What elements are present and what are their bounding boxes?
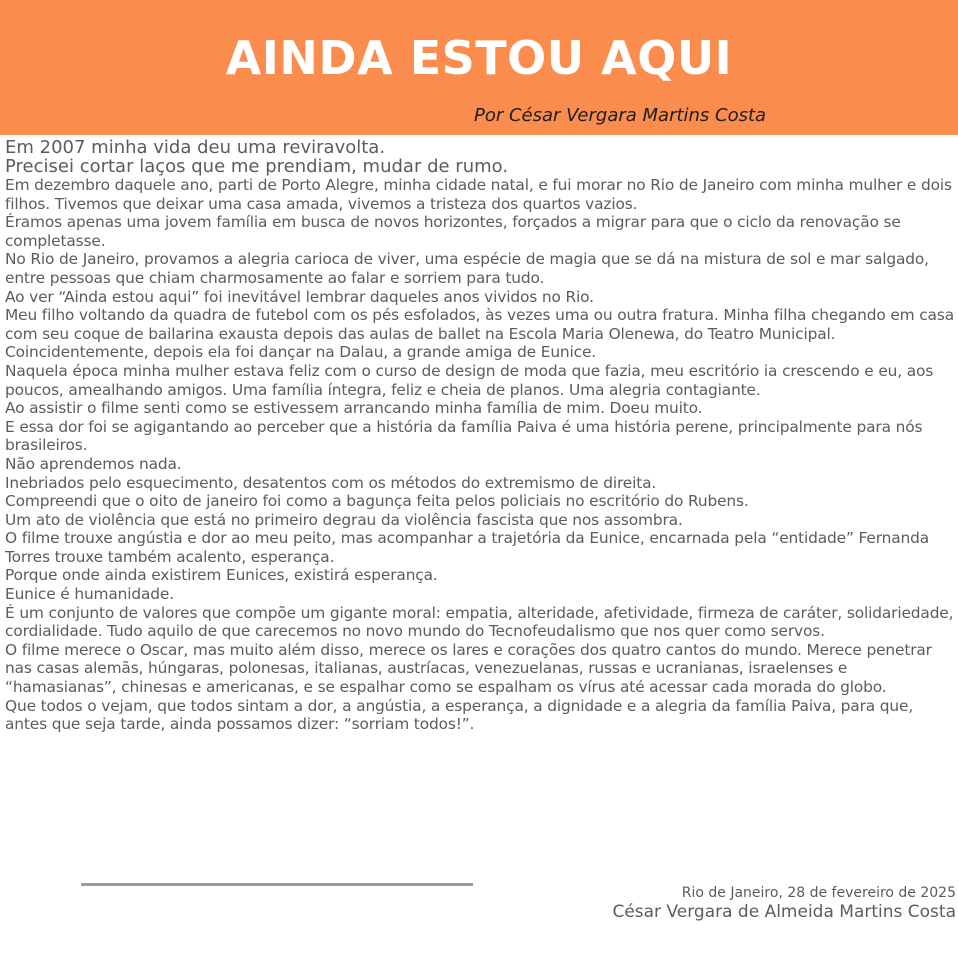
article-paragraph: Éramos apenas uma jovem família em busca de novos horizontes, forçados a migrar para que o ciclo da renovação se completasse.	[5, 213, 901, 250]
intro-line: Precisei cortar laços que me prendiam, mudar de rumo.	[5, 156, 509, 177]
article-paragraph: Eunice é humanidade.	[5, 585, 174, 604]
article-paragraph: Um ato de violência que está no primeiro degrau da violência fascista que nos assombra.	[5, 510, 683, 529]
article-paragraph: Compreendi que o oito de janeiro foi como a bagunça feita pelos policiais no escritório do Rubens.	[5, 492, 749, 511]
article-paragraph: Porque onde ainda existirem Eunices, existirá esperança.	[5, 566, 438, 585]
article-paragraph: Ao ver “Ainda estou aqui” foi inevitável lembrar daqueles anos vividos no Rio.	[5, 287, 594, 306]
author-byline: Por César Vergara Martins Costa	[474, 105, 767, 126]
signature-name: César Vergara de Almeida Martins Costa	[612, 902, 956, 922]
article-paragraph: Ao assistir o filme senti como se estivessem arrancando minha família de mim. Doeu muito.	[5, 399, 703, 418]
article-paragraph: Naquela época minha mulher estava feliz com o curso de design de moda que fazia, meu escritório ia crescendo e eu, aos poucos, amealhando amigos. Uma família íntegra, feliz e cheia de planos. Uma alegria contagiante.	[5, 361, 934, 399]
article-paragraph: Não aprendemos nada.	[5, 454, 182, 473]
article-paragraph: É um conjunto de valores que compõe um gigante moral: empatia, alteridade, afetividade, firmeza de caráter, solidariedade, cordialidade. Tudo aquilo de que carecemos no novo mundo do Tecnofeudalismo que nos quer como servos.	[5, 603, 954, 641]
article-paragraph: E essa dor foi se agigantando ao perceber que a história da família Paiva é uma história perene, principalmente para nós brasileiros.	[5, 417, 923, 455]
article-paragraph: Inebriados pelo esquecimento, desatentos com os métodos do extremismo de direita.	[5, 473, 657, 492]
article-paragraph: No Rio de Janeiro, provamos a alegria carioca de viver, uma espécie de magia que se dá na mistura de sol e mar salgado, entre pessoas que chiam charmosamente ao falar e sorriem para tudo.	[5, 250, 929, 287]
article-paragraph: O filme merece o Oscar, mas muito além disso, merece os lares e corações dos quatro cantos do mundo. Merece penetrar nas casas alemãs, húngaras, polonesas, italianas, austríacas, venezuelanas, russas e ucranianas, israelenses e “hamasianas”, chinesas e americanas, e se espalhar como se espalham os vírus até acessar cada morada do globo.	[5, 640, 932, 697]
place-date: Rio de Janeiro, 28 de fevereiro de 2025	[681, 885, 956, 901]
article-paragraph: O filme trouxe angústia e dor ao meu peito, mas acompanhar a trajetória da Eunice, encarnada pela “entidade” Fernanda Torres trouxe também acalento, esperança.	[5, 529, 930, 566]
article-body	[5, 138, 956, 734]
article-paragraph: Em dezembro daquele ano, parti de Porto Alegre, minha cidade natal, e fui morar no Rio de Janeiro com minha mulher e dois filhos. Tivemos que deixar uma casa amada, vivemos a tristeza dos quartos vazios.	[5, 176, 952, 213]
signature-line	[81, 883, 473, 886]
intro-line: Em 2007 minha vida deu uma reviravolta.	[5, 137, 386, 158]
article-paragraph: Que todos o vejam, que todos sintam a dor, a angústia, a esperança, a dignidade e a alegria da família Paiva, para que, antes que seja tarde, ainda possamos dizer: “sorriam todos!”.	[5, 696, 914, 734]
article-paragraph: Meu filho voltando da quadra de futebol com os pés esfolados, às vezes uma ou outra fratura. Minha filha chegando em casa com seu coque de bailarina exausta depois das aulas de ballet na Escola Maria Olenewa, do Teatro Municipal. Coincidentemente, depois ela foi dançar na Dalau, a grande amiga de Eunice.	[5, 306, 954, 362]
header-banner	[0, 0, 958, 135]
page-title: AINDA ESTOU AQUI	[225, 31, 733, 85]
